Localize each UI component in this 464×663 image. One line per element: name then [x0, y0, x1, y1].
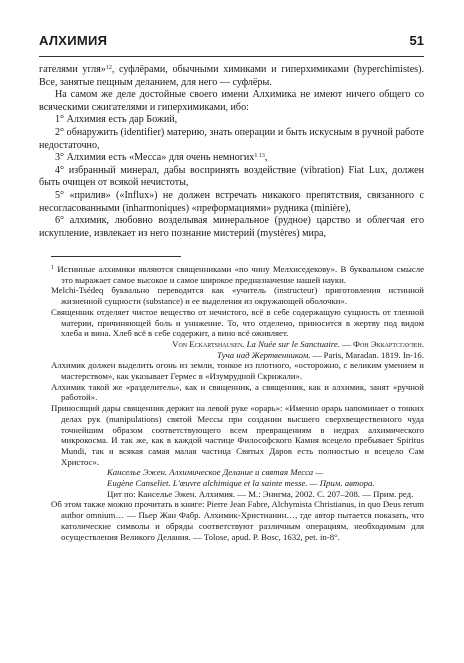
note-paragraph: [51, 307, 424, 339]
citation-author-ru: — Фон Эккартсгаузен.: [339, 338, 424, 349]
paragraph-text: На самом же деле достойные своего имени Алхимика не имеют ничего общего со всяческими сжигателями и гиперхимиками, ибо:: [39, 89, 424, 113]
footnote-ref: 12: [105, 65, 112, 71]
paragraph-text: 4° избранный минерал, дабы воспринять воздействие (vibration) Fiat Lux, должен быть очищен от всякой нечистоты,: [39, 164, 424, 189]
citation-line: [51, 467, 424, 478]
citation-text: Канселье Эжен. Алхимическое Делание и святая Месса —: [107, 467, 324, 478]
paragraph-text: 1° Алхимия есть дар Божий,: [55, 114, 178, 126]
paragraph: [39, 127, 424, 152]
paragraph-text: ,: [264, 152, 268, 164]
header-rule: [39, 56, 424, 57]
paragraph: [39, 89, 424, 114]
paragraph: [39, 152, 424, 165]
paragraph: [39, 64, 424, 89]
note-paragraph: [51, 403, 424, 467]
footnote: [51, 264, 424, 285]
paragraph-text: 5° «прилив» («Influx») не должен встречать никакого препятствия, связанного с несогласованными (inharmoniques) «преформациями» рудника (minière),: [39, 189, 424, 214]
footnote-rule: [51, 256, 181, 257]
paragraph: [39, 114, 424, 127]
note-text: Приносящий дары священник держит на левой руке «орарь»: «Именно орарь напоминает о тонких делах рук (manipulations) святой Мессы при создании высшего сверхвещественного чуда точнейшим образом соответствующего всем превращениям в недрах алхимического микрокосма. И так же, как в каждой частице Философского Камня всецело пребывает Spiritus Mundi, так и всякая самая малая частица Святых Даров есть полностью и всецело Сам Христос».: [51, 403, 424, 467]
running-title: АЛХИМИЯ: [39, 33, 108, 48]
note-text: Священник отделяет чистое вещество от нечистого, всё в себе содержащую сущность от тленной материи, причиняющей боль и унижение. То, что отделено, приносится в жертву под видом хлеба и вина. Хлеб всё в себе содержит, а вино всё оживляет.: [51, 306, 424, 339]
citation-imprint: — Paris, Maradan. 1819. In-16.: [310, 349, 424, 360]
citation-title: La Nuée sur le Sanctuaire.: [244, 338, 340, 349]
note-paragraph: [51, 285, 424, 306]
citation-text: Eugène Canseliet. L'œuvre alchimique et la sainte messe. — Прим. автора.: [107, 478, 375, 489]
footnote-marker: 1: [51, 265, 54, 271]
paragraph: [39, 215, 424, 240]
main-text: [39, 64, 424, 240]
citation: [51, 339, 424, 360]
note-text: Melchi-Tsédeq буквально переводится как «учитель (instructeur) приготовления истинной жизненной сущности (substance) и ее выделения из окружающей оболочки».: [51, 285, 424, 307]
citation-line: [51, 489, 424, 500]
citation-author: Von Eckartshausen.: [172, 338, 245, 349]
paragraph-text: гателями угля»: [39, 64, 106, 75]
note-text: Об этом также можно прочитать в книге: Pierre Jean Fabre, Alchymista Christianus, in quo Deus rerum author omnium… — Пьер Жан Фабр. Алхимик-Христианин…, где автор пытается показать, что католические символы и обряды соответствуют различным операциям, необходимым для осуществления Великого Делания. — Tolose, apud. P. Bosc, 1632, pet. in-8°.: [51, 499, 424, 542]
footnote-text: Истинные алхимики являются священниками «по чину Мелхиседекову». В буквальном смысле это выражает самое высокое и самое широкое предназначение нашей науки.: [54, 264, 424, 285]
note-paragraph: [51, 360, 424, 381]
note-text: Алхимик такой же «разделитель», как и священник, а священник, как и алхимик, занят «ручной работой».: [51, 381, 424, 403]
note-paragraph: [51, 499, 424, 542]
citation-text: Цит по: Канселье Эжен. Алхимия. — М.: Энигма, 2002. С. 207–208. — Прим. ред.: [107, 488, 414, 499]
footnotes: [51, 264, 424, 542]
running-header: [39, 33, 424, 51]
paragraph-text: 6° алхимик, любовно возделывая минеральное (рудное) царство и облегчая его искупление, извлекает из него познание мистерий (mystères) мира,: [39, 215, 424, 239]
paragraph-text: 3° Алхимия есть «Месса» для очень немногих: [55, 152, 255, 164]
paragraph: [39, 165, 424, 190]
page-number: 51: [409, 33, 424, 48]
paragraph-text: , суфлёрами, обычными химиками и гиперхимиками (hyperchimistes). Все, занятые пещным деланием, для него — суфлёры.: [39, 64, 424, 88]
citation-title-ru: Туча над Жертвенником.: [217, 349, 311, 360]
paragraph-text: 2° обнаружить (identifier) материю, знать операции и быть искусным в ручной работе недостаточно,: [39, 126, 424, 151]
paragraph: [39, 190, 424, 215]
note-text: Алхимик должен выделить огонь из земли, тонкое из плотного, «осторожно, с великим умением и мастерством», как указывает Гермес в «Изумрудной Скрижали».: [51, 360, 424, 382]
footnote-ref: 1 13: [254, 153, 265, 160]
citation-line: [51, 478, 424, 489]
note-paragraph: [51, 382, 424, 403]
